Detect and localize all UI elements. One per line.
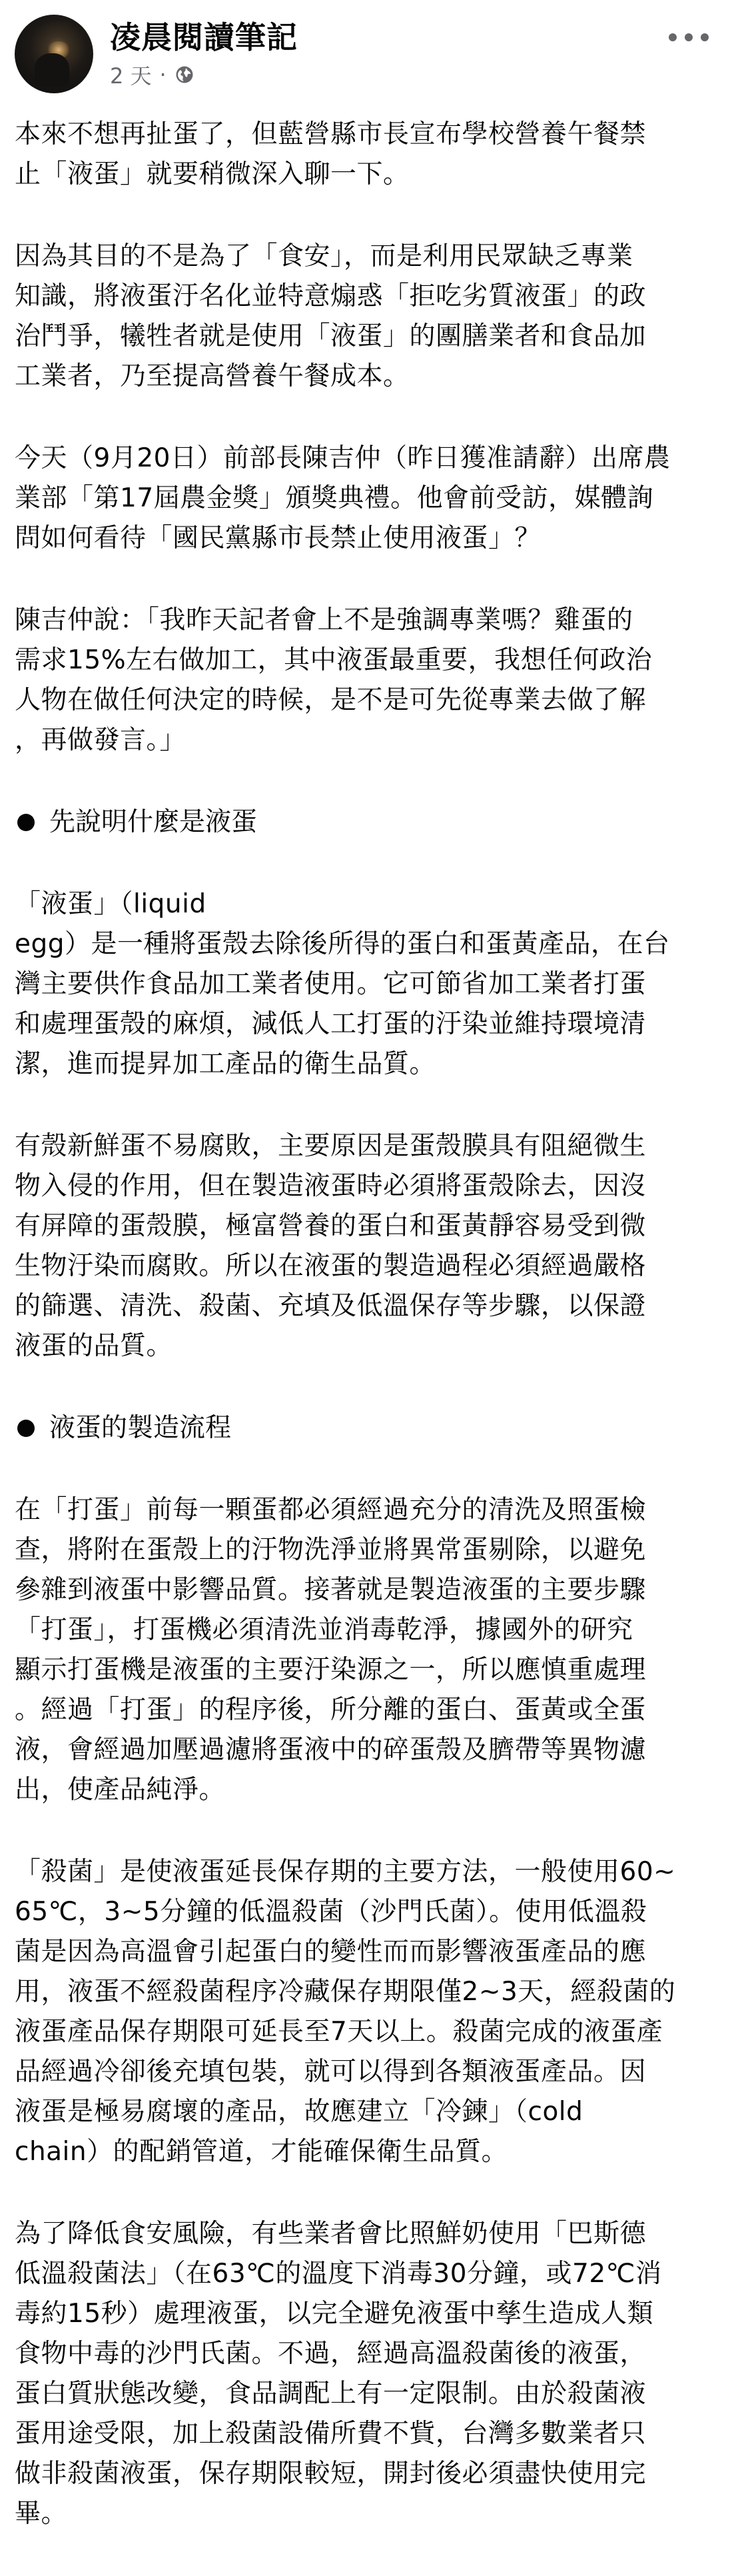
post-paragraph: 因為其目的不是為了「食安」，而是利用民眾缺乏專業 知識，將液蛋汙名化並特意煽惑「拒吃劣質液蛋」的政 治鬥爭，犧牲者就是使用「液蛋」的團膳業者和食品加 工業者，乃至提高營養午餐成本。	[15, 241, 647, 391]
post-header	[15, 15, 715, 93]
post-paragraph: 陳吉仲說：「我昨天記者會上不是強調專業嗎？雞蛋的 需求15%左右做加工，其中液蛋最重要，我想任何政治 人物在做任何決定的時候，是不是可先從專業去做了解 ，再做發言。」	[15, 605, 653, 755]
post-meta	[110, 61, 194, 88]
section-heading-text: 液蛋的製造流程	[49, 1413, 232, 1443]
avatar[interactable]	[15, 15, 93, 93]
bullet-icon	[17, 1420, 35, 1437]
section-heading	[15, 802, 717, 842]
section-heading-text: 先說明什麼是液蛋	[49, 807, 258, 837]
meta-separator: ·	[159, 62, 167, 87]
post-paragraph: 有殼新鮮蛋不易腐敗，主要原因是蛋殼膜具有阻絕微生 物入侵的作用，但在製造液蛋時必須將蛋殼除去，因沒 有屏障的蛋殼膜，極富營養的蛋白和蛋黃靜容易受到微 生物汙染而腐敗。所以在液蛋的製造過程必須經過嚴格 的篩選、清洗、殺菌、充填及低溫保存等步驟，以保證 液蛋的品質。	[15, 1131, 647, 1361]
more-options-icon[interactable]	[669, 24, 709, 51]
section-heading	[15, 1408, 717, 1448]
post-paragraph: 「殺菌」是使液蛋延長保存期的主要方法，一般使用60~ 65℃，3~5分鐘的低溫殺菌（沙門氏菌）。使用低溫殺 菌是因為高溫會引起蛋白的變性而而影響液蛋產品的應 用，液蛋不經殺菌程序冷藏保存期限僅2~3天，經殺菌的 液蛋產品保存期限可延長至7天以上。殺菌完成的液蛋產 品經過冷卻後充填包裝，就可以得到各類液蛋產品。因 液蛋是極易腐壞的產品，故應建立「冷鍊」（cold chain）的配銷管道，才能確保衛生品質。	[15, 1857, 676, 2167]
post-paragraph: 「液蛋」（liquid egg）是一種將蛋殼去除後所得的蛋白和蛋黃產品，在台 灣主要供作食品加工業者使用。它可節省加工業者打蛋 和處理蛋殼的麻煩，減低人工打蛋的汙染並維持環境清 潔，進而提昇加工產品的衛生品質。	[15, 889, 670, 1079]
post-timestamp[interactable]: 2 天	[110, 63, 152, 89]
bullet-icon	[17, 814, 35, 831]
post-paragraph: 為了降低食安風險，有些業者會比照鮮奶使用「巴斯德 低溫殺菌法」（在63℃的溫度下消毒30分鐘，或72℃消 毒約15秒）處理液蛋，以完全避免液蛋中孳生造成人類 食物中毒的沙門氏菌。不過，經過高溫殺菌後的液蛋， 蛋白質狀態改變，食品調配上有一定限制。由於殺菌液 蛋用途受限，加上殺菌設備所費不貲，台灣多數業者只 做非殺菌液蛋，保存期限較短，開封後必須盡快使用完 畢。	[15, 2219, 662, 2529]
post-paragraph: 今天（9月20日）前部長陳吉仲（昨日獲准請辭）出席農 業部「第17屆農金獎」頒獎典禮。他會前受訪，媒體詢 問如何看待「國民黨縣市長禁止使用液蛋」？	[15, 443, 671, 553]
post-paragraph: 本來不想再扯蛋了，但藍營縣市長宣布學校營養午餐禁 止「液蛋」就要稍微深入聊一下。	[15, 119, 647, 189]
avatar-reader-figure	[35, 53, 69, 87]
author-name[interactable]: 凌晨閱讀筆記	[110, 19, 298, 55]
post-paragraph: 在「打蛋」前每一顆蛋都必須經過充分的清洗及照蛋檢 查，將附在蛋殼上的汙物洗淨並將異常蛋剔除，以避免 參雜到液蛋中影響品質。接著就是製造液蛋的主要步驟 「打蛋」，打蛋機必須清洗並消毒乾淨，據國外的研究 顯示打蛋機是液蛋的主要汙染源之一，所以應慎重處理 。經過「打蛋」的程序後，所分離的蛋白、蛋黃或全蛋 液，會經過加壓過濾將蛋液中的碎蛋殼及臍帶等異物濾 出，使產品純淨。	[15, 1495, 647, 1805]
globe-icon[interactable]	[175, 65, 194, 85]
post-body	[15, 115, 717, 2576]
